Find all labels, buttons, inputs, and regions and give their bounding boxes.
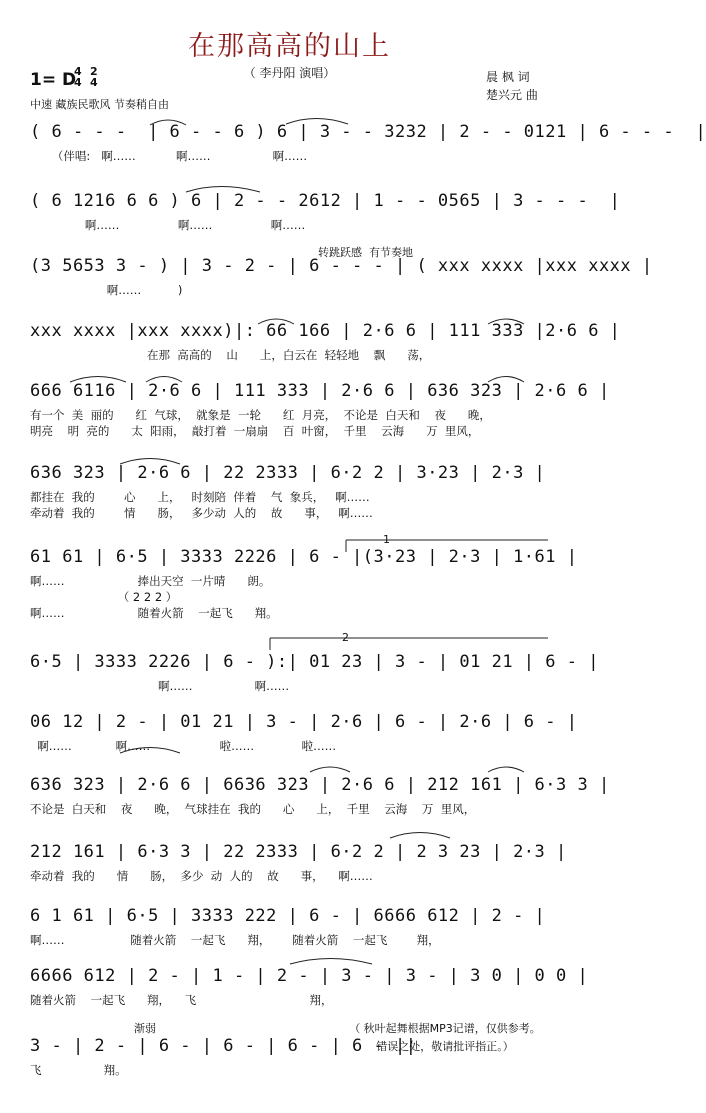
- time-signature-b-top: 2: [90, 65, 98, 78]
- stave-lyric-line: 啊…… 随着火箭 一起飞 翔。: [30, 606, 278, 620]
- time-signature-a: [74, 66, 82, 88]
- fade-marking: 渐弱: [134, 1022, 156, 1035]
- stave-lyric-line: （ 2 2 2 ）: [30, 590, 178, 604]
- stave-notes: ( 6 - - - | 6 - - 6 ) 6 | 3 - - 3232 | 2 - - 0121 | 6 - - - |: [30, 122, 706, 142]
- stave-lyric-line: 明亮 明 亮的 太 阳雨， 敲打着 一扇扇 百 叶窗， 千里 云海 万 里风，: [30, 424, 480, 438]
- footnote-line-2: 错误之处，敬请批评指正。）: [376, 1040, 514, 1053]
- stave-lyric-line: 啊…… 捧出天空 一片晴 朗。: [30, 574, 271, 588]
- composer-credit: 楚兴元 曲: [486, 88, 538, 102]
- time-signature-b: [90, 66, 98, 88]
- singer-credit: （ 李丹阳 演唱）: [243, 66, 336, 80]
- stave-lyric-line: 都挂在 我的 心 上， 时刻陪 伴着 气 象兵， 啊……: [30, 490, 370, 504]
- stave-lyric-line: 随着火箭 一起飞 翔， 飞 翔，: [30, 993, 333, 1007]
- stave-notes: 212 161 | 6·3 3 | 22 2333 | 6·2 2 | 2 3 23 | 2·3 |: [30, 842, 567, 862]
- stave-notes: 636 323 | 2·6 6 | 22 2333 | 6·2 2 | 3·23 | 2·3 |: [30, 463, 546, 483]
- stave-notes: 6666 612 | 2 - | 1 - | 2 - | 3 - | 3 - | 3 0 | 0 0 |: [30, 966, 589, 986]
- key-signature: 1= D: [30, 70, 77, 90]
- transition-marking: 转跳跃感 有节奏地: [318, 246, 413, 259]
- stave-notes: 61 61 | 6·5 | 3333 2226 | 6 - |(3·23 | 2·3 | 1·61 |: [30, 547, 578, 567]
- stave-lyric-line: （伴唱: 啊…… 啊…… 啊……: [30, 149, 308, 163]
- stave-lyric-line: 不论是 白天和 夜 晚， 气球挂在 我的 心 上， 千里 云海 万 里风，: [30, 802, 476, 816]
- stave-lyric-line: 在那 高高的 山 上，白云在 轻轻地 飘 荡，: [30, 348, 431, 362]
- lyricist-credit: 晨 枫 词: [486, 70, 530, 84]
- time-signature-a-top: 4: [74, 65, 82, 78]
- stave-notes: (3 5653 3 - ) | 3 - 2 - | 6 - - - | ( xxx xxxx |xxx xxxx |: [30, 256, 653, 276]
- footnote-line-1: （ 秋叶起舞根据MP3记谱，仅供参考。: [349, 1022, 541, 1035]
- stave-lyric-line: 啊…… 啊……: [30, 679, 290, 693]
- stave-notes: 3 - | 2 - | 6 - | 6 - | 6 - | 6 - ||: [30, 1036, 417, 1056]
- stave-lyric-line: 啊…… 啊…… 啊……: [30, 218, 306, 232]
- tempo-marking: 中速 藏族民歌风 节奏稍自由: [30, 98, 169, 111]
- stave-lyric-line: 飞 翔。: [30, 1063, 127, 1077]
- volta-2-label: 2: [342, 631, 349, 644]
- stave-notes: 636 323 | 2·6 6 | 6636 323 | 2·6 6 | 212 161 | 6·3 3 |: [30, 775, 610, 795]
- stave-lyric-line: 牵动着 我的 情 肠， 多少 动 人的 故 事， 啊……: [30, 869, 373, 883]
- time-signature-b-bottom: 4: [90, 76, 98, 89]
- volta-1-label: 1: [383, 533, 390, 546]
- stave-notes: 6·5 | 3333 2226 | 6 - ):| 01 23 | 3 - | 01 21 | 6 - |: [30, 652, 599, 672]
- stave-notes: 6 1 61 | 6·5 | 3333 222 | 6 - | 6666 612 | 2 - |: [30, 906, 546, 926]
- stave-notes: ( 6 1216 6 6 ) 6 | 2 - - 2612 | 1 - - 0565 | 3 - - - |: [30, 191, 621, 211]
- stave-notes: 06 12 | 2 - | 01 21 | 3 - | 2·6 | 6 - | 2·6 | 6 - |: [30, 712, 578, 732]
- stave-notes: 666 6116 | 2·6 6 | 111 333 | 2·6 6 | 636 323 | 2·6 6 |: [30, 381, 610, 401]
- stave-lyric-line: 啊…… 啊…… 啦…… 啦……: [30, 739, 337, 753]
- song-title: 在那高高的山上: [188, 31, 391, 62]
- time-signature-a-bottom: 4: [74, 76, 82, 89]
- footnote: [330, 1020, 560, 1056]
- stave-lyric-line: 有一个 美 丽的 红 气球， 就象是 一轮 红 月亮， 不论是 白天和 夜 晚，: [30, 408, 491, 422]
- stave-lyric-line: 啊…… ): [30, 283, 183, 297]
- stave-lyric-line: 牵动着 我的 情 肠， 多少动 人的 故 事， 啊……: [30, 506, 373, 520]
- stave-notes: xxx xxxx |xxx xxxx)|: 66 166 | 2·6 6 | 111 333 |2·6 6 |: [30, 321, 621, 341]
- stave-lyric-line: 啊…… 随着火箭 一起飞 翔， 随着火箭 一起飞 翔，: [30, 933, 440, 947]
